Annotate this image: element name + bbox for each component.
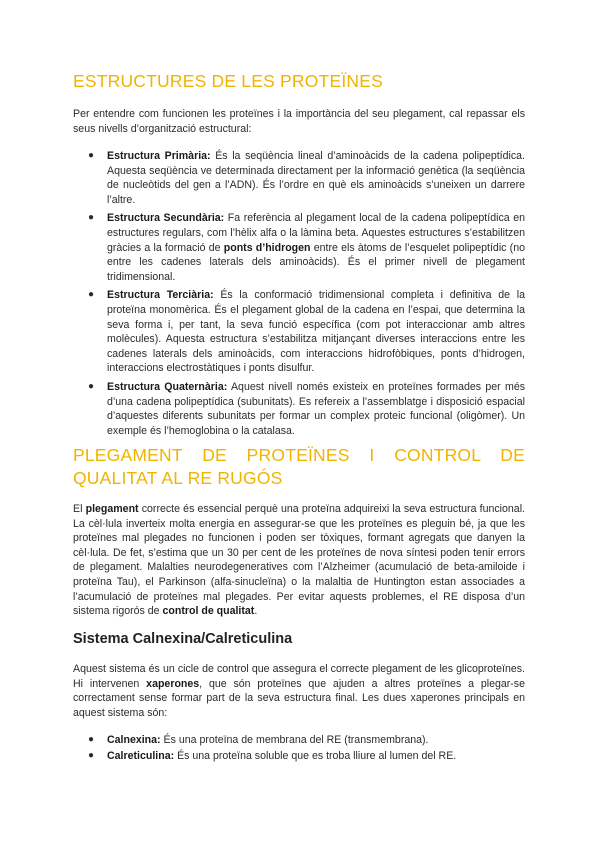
intro-paragraph: Per entendre com funcionen les proteïnes i la importància del seu plegament, cal repassar els seus nivells d’organització estructural: bbox=[73, 108, 525, 135]
subsection-heading-calnexin: Sistema Calnexina/Calreticulina bbox=[73, 631, 293, 647]
folding-paragraph: El plegament correcte és essencial perquè una proteïna adquireixi la seva estructura funcional. La cèl·lula inverteix molta energia en assegurar-se que les proteïnes es pleguin bé, ja que les proteïnes mal plegades no funcionen i poden ser tòxiques, formant agregats que danyen la cèl·lula. De fet, s’estima que un 30 per cent de les proteïnes de nova síntesi poden tenir errors de plegament. Malalties neurodegeneratives com l’Alzheimer (acumulació de beta-amiloide i proteïna Tau), el Parkinson (alfa-sinucleïna) o la malaltia de Huntington estan associades a l’acumulació de proteïnes mal plegades. Per evitar aquests problemes, el RE disposa d’un sistema rigorós de control de qualitat. bbox=[73, 503, 525, 618]
structure-levels-list bbox=[73, 149, 525, 442]
calnexin-paragraph: Aquest sistema és un cicle de control que assegura el correcte plegament de les glicoproteïnes. Hi intervenen xaperones, que són proteïnes que ajuden a altres proteïnes a plegar-se correctament sense formar part de la seva estructura final. Les dues xaperones principals en aquest sistema són: bbox=[73, 663, 525, 719]
list-item-calnexin: ● Calnexina: És una proteïna de membrana del RE (transmembrana). bbox=[88, 734, 429, 746]
section-heading-protein-structures: ESTRUCTURES DE LES PROTEÏNES bbox=[73, 71, 383, 91]
term-secondary: Estructura Secundària: bbox=[107, 212, 225, 225]
bullet-icon: ● bbox=[88, 212, 95, 224]
term-quaternary: Estructura Quaternària: bbox=[107, 380, 228, 393]
list-item-quaternary: ● Estructura Quaternària: Aquest nivell només existeix en proteïnes formades per més d’una cadena polipeptídica (subunitats). Es refereix a l’assemblatge i disposició espacial d’aquestes diferents subunitats per formar un complex proteic funcional (oligòmer). Un exemple és l’hemoglobina o la catalasa. bbox=[88, 380, 526, 437]
list-item-primary: ● Estructura Primària: És la seqüència lineal d’aminoàcids de la cadena polipeptídica. Aquesta seqüència ve determinada directament per la informació genètica (la seqüència de nucleòtids del gen a l’ADN). És l’ordre en què els aminoàcids s’uneixen un darrere l’altre. bbox=[88, 150, 525, 206]
bullet-icon: ● bbox=[88, 150, 95, 161]
chaperones-list bbox=[73, 733, 525, 767]
bullet-icon: ● bbox=[88, 380, 95, 392]
term-tertiary: Estructura Terciària: bbox=[107, 289, 214, 302]
section-heading-folding-line2: QUALITAT AL RE RUGÓS bbox=[73, 468, 283, 488]
section-heading-folding-line1: PLEGAMENT DE PROTEÏNES I CONTROL DE bbox=[73, 445, 525, 465]
list-item-secondary: ● Estructura Secundària: Fa referència al plegament local de la cadena polipeptídica en estructures regulars, com l’hèlix alfa o la làmina beta. Aquestes estructures s’estabilitzen gràcies a la formació de ponts d’hidrogen entre els àtoms de l’esquelet polipeptídic (no entre les cadenes laterals dels aminoàcids). És el primer nivell de plegament tridimensional. bbox=[88, 212, 525, 283]
list-item-calreticulin: ● Calreticulina: És una proteïna soluble que es troba lliure al lumen del RE. bbox=[88, 749, 457, 762]
bullet-icon: ● bbox=[88, 749, 95, 761]
list-item-tertiary: ● Estructura Terciària: És la conformació tridimensional completa i definitiva de la proteïna monomèrica. És el plegament global de la cadena en l’espai, que determina la seva forma i, per tant, la seva funció específica (com pot interaccionar amb altres molècules). Aquesta estructura s’estabilitza mitjançant diverses interaccions entre les cadenes laterals dels aminoàcids, com interaccions hidrofòbiques, ponts d’hidrogen, interaccions electrostàtiques i ponts disulfur. bbox=[88, 289, 525, 375]
bullet-icon: ● bbox=[88, 289, 95, 301]
bullet-icon: ● bbox=[88, 734, 95, 745]
term-primary: Estructura Primària: bbox=[107, 150, 211, 162]
bold-hydrogen-bonds: ponts d’hidrogen bbox=[223, 241, 311, 254]
